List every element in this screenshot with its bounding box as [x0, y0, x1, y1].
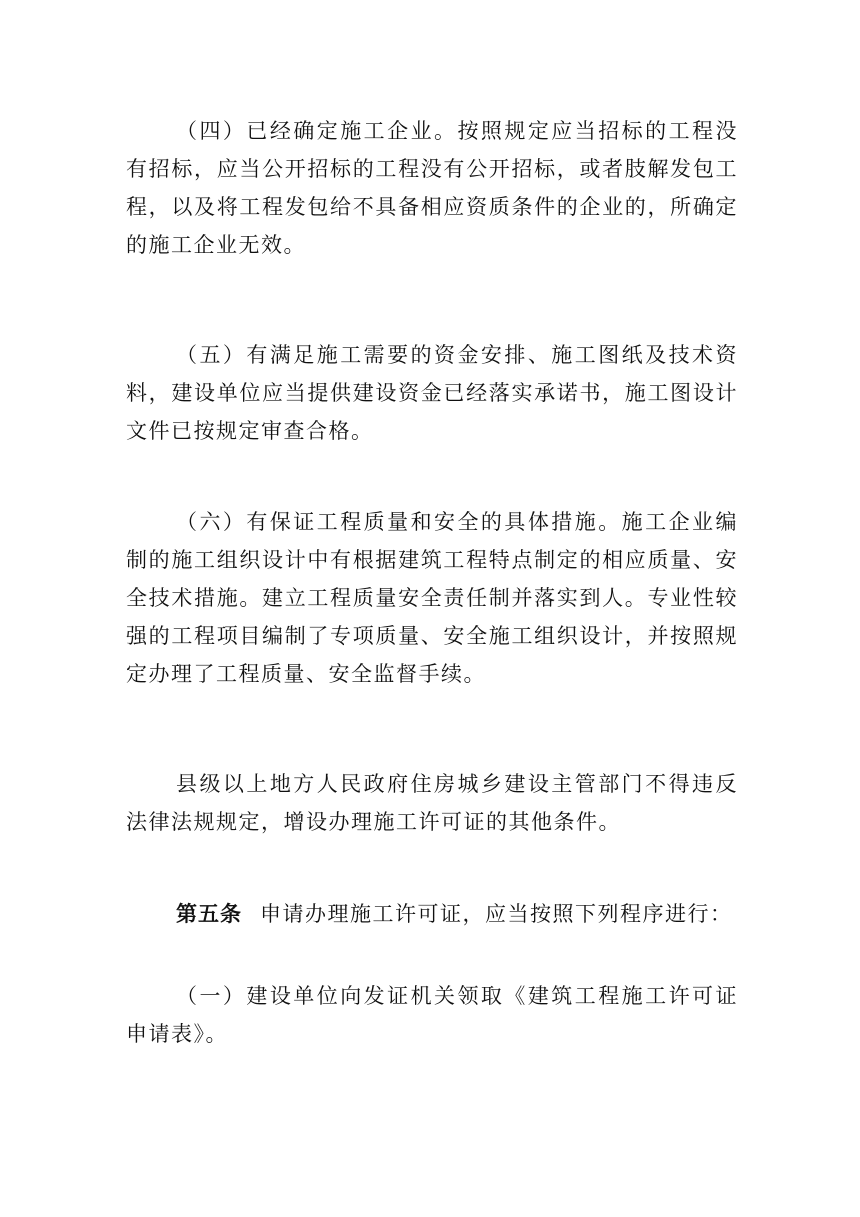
article-number: 第五条: [176, 902, 242, 926]
article-5-paragraph: [126, 895, 738, 933]
paragraph-item-6: （六）有保证工程质量和安全的具体措施。施工企业编制的施工组织设计中有根据建筑工程特点制定的相应质量、安全技术措施。建立工程质量安全责任制并落实到人。专业性较强的工程项目编制了专项质量、安全施工组织设计，并按照规定办理了工程质量、安全监督手续。: [126, 510, 738, 686]
procedure-item-1: （一）建设单位向发证机关领取《建筑工程施工许可证申请表》。: [126, 984, 738, 1046]
article-5-text: 申请办理施工许可证，应当按照下列程序进行：: [260, 902, 733, 926]
paragraph-local-conditions: 县级以上地方人民政府住房城乡建设主管部门不得违反法律法规规定，增设办理施工许可证的其他条件。: [126, 772, 738, 834]
paragraph-item-5: （五）有满足施工需要的资金安排、施工图纸及技术资料，建设单位应当提供建设资金已经落实承诺书，施工图设计文件已按规定审查合格。: [126, 343, 738, 443]
paragraph-item-4: （四）已经确定施工企业。按照规定应当招标的工程没有招标，应当公开招标的工程没有公开招标，或者肢解发包工程，以及将工程发包给不具备相应资质条件的企业的，所确定的施工企业无效。: [126, 119, 738, 257]
